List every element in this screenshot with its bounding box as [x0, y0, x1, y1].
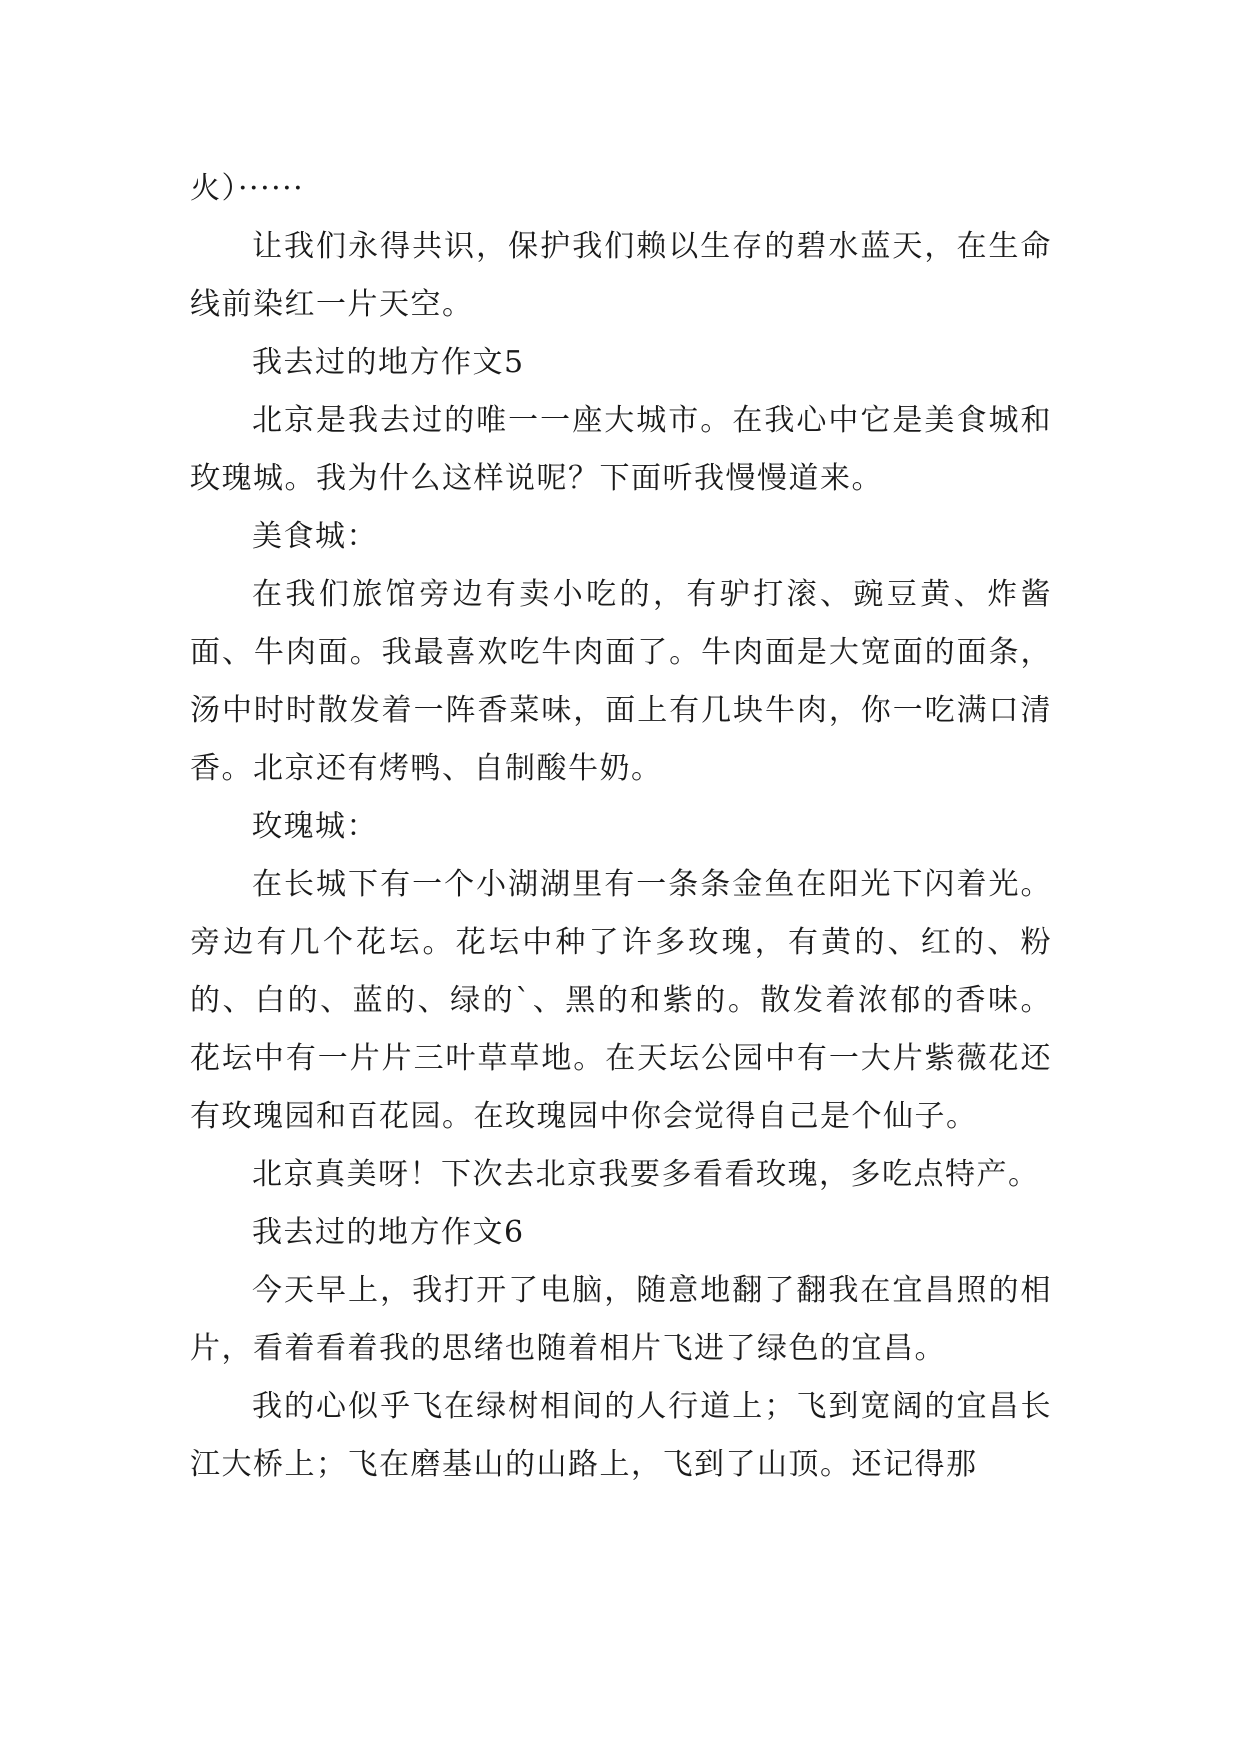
section-label-food-city	[190, 508, 1052, 566]
essay-heading-5	[190, 334, 1052, 392]
paragraph	[190, 856, 1052, 1146]
paragraph-text: 在我们旅馆旁边有卖小吃的，有驴打滚、豌豆黄、炸酱面、牛肉面。我最喜欢吃牛肉面了。牛肉面是大宽面的面条，汤中时时散发着一阵香菜味，面上有几块牛肉，你一吃满口清香。北京还有烤鸭、自制酸牛奶。	[190, 577, 1052, 786]
paragraph	[190, 1146, 1052, 1204]
heading-text: 我去过的地方作文6	[252, 1215, 525, 1250]
paragraph-text: 北京真美呀！下次去北京我要多看看玫瑰，多吃点特产。	[252, 1157, 1040, 1192]
paragraph-text: 在长城下有一个小湖湖里有一条条金鱼在阳光下闪着光。旁边有几个花坛。花坛中种了许多玫瑰，有黄的、红的、粉的、白的、蓝的、绿的`、黑的和紫的。散发着浓郁的香味。花坛中有一片片三叶草草地。在天坛公园中有一大片紫薇花还有玫瑰园和百花园。在玫瑰园中你会觉得自己是个仙子。	[190, 867, 1052, 1134]
paragraph-text: 今天早上，我打开了电脑，随意地翻了翻我在宜昌照的相片，看着看着我的思绪也随着相片飞进了绿色的宜昌。	[190, 1273, 1052, 1366]
paragraph-text: 火）······	[190, 171, 305, 206]
document-page	[190, 160, 1052, 1494]
paragraph-text: 我的心似乎飞在绿树相间的人行道上；飞到宽阔的宜昌长江大桥上；飞在磨基山的山路上，飞到了山顶。还记得那	[190, 1389, 1052, 1482]
paragraph-text: 北京是我去过的唯一一座大城市。在我心中它是美食城和玫瑰城。我为什么这样说呢？下面听我慢慢道来。	[190, 403, 1052, 496]
label-text: 美食城：	[252, 519, 378, 554]
paragraph-text: 让我们永得共识，保护我们赖以生存的碧水蓝天，在生命线前染红一片天空。	[190, 229, 1052, 322]
section-label-rose-city	[190, 798, 1052, 856]
heading-text: 我去过的地方作文5	[252, 345, 525, 380]
label-text: 玫瑰城：	[252, 809, 378, 844]
paragraph-fragment	[190, 160, 1052, 218]
paragraph	[190, 1262, 1052, 1378]
paragraph	[190, 218, 1052, 334]
paragraph	[190, 1378, 1052, 1494]
paragraph	[190, 566, 1052, 798]
paragraph	[190, 392, 1052, 508]
essay-heading-6	[190, 1204, 1052, 1262]
